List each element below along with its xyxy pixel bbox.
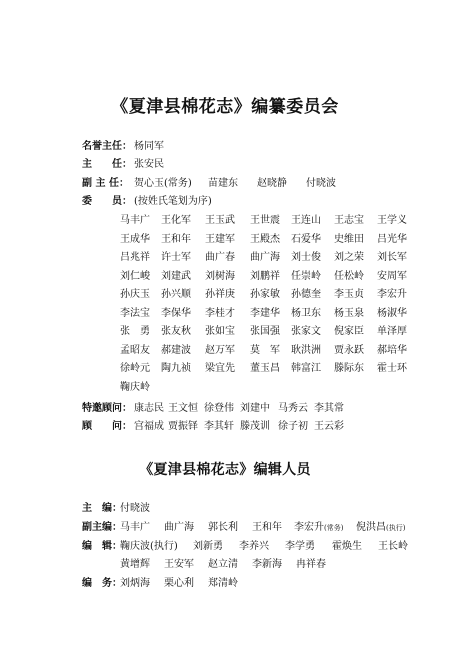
member-name: 莫 军 <box>250 344 280 356</box>
member-name: 单泽厚 <box>377 326 407 337</box>
deputy-editor-name: 王和年 <box>252 522 282 533</box>
editor-name: 黄增辉 <box>120 559 150 570</box>
chief-editor-name: 付晓波 <box>120 503 150 514</box>
member-name: 陶九祯 <box>161 363 191 374</box>
member-name: 石爱华 <box>291 233 321 245</box>
member-name: 王化军 <box>161 215 191 226</box>
consultant-name: 贾振铎 <box>168 421 198 432</box>
affairs-name: 栗心利 <box>164 578 194 589</box>
honorary-director-name: 杨同军 <box>134 141 164 152</box>
deputy-editor-name: 曲广海 <box>164 522 194 533</box>
member-name: 王学义 <box>377 215 407 226</box>
member-name: 李桂才 <box>205 307 235 319</box>
editor-name: 鞠庆波(执行) <box>120 541 178 552</box>
member-name: 滕际东 <box>334 363 364 374</box>
member-name: 王玉武 <box>205 215 235 226</box>
deputy-editor-name-text: 倪洪昌 <box>356 522 386 533</box>
deputy-director-name: 贺心玉(常务) <box>134 178 192 189</box>
member-name: 李保华 <box>161 307 191 319</box>
member-name: 耿洪洲 <box>291 344 321 356</box>
editor-name: 李学勇 <box>285 541 315 552</box>
member-name: 张家文 <box>291 326 321 337</box>
member-name: 贾永跃 <box>334 344 364 356</box>
editors-title: 《夏津县棉花志》编辑人员 <box>139 462 311 478</box>
editor-name: 赵立清 <box>208 559 238 570</box>
member-name: 王世震 <box>250 215 280 226</box>
deputy-director-name: 付晓波 <box>306 178 336 189</box>
affairs-name: 刘炳海 <box>120 578 150 589</box>
member-name: 史维田 <box>334 233 364 245</box>
deputy-editor-name: 郭长利 <box>208 522 238 533</box>
member-name: 张友秋 <box>161 326 191 337</box>
advisor-name: 马秀云 <box>278 403 308 414</box>
member-name: 张如宝 <box>205 326 235 337</box>
deputy-editors-label: 副主编： <box>82 522 122 533</box>
deputy-editor-note: (执行) <box>386 524 406 532</box>
member-name: 韩富江 <box>291 363 321 374</box>
member-name: 王成华 <box>120 233 150 245</box>
member-name: 刘鹏祥 <box>250 270 280 282</box>
editor-name: 霍焕生 <box>332 541 362 552</box>
member-name: 王和年 <box>161 233 191 245</box>
member-name: 王殿杰 <box>250 233 280 245</box>
member-name: 李宏升 <box>377 289 407 300</box>
consultant-name: 滕茂训 <box>240 421 270 432</box>
advisor-name: 王文恒 <box>168 403 198 414</box>
member-name: 任松岭 <box>334 270 364 282</box>
member-name: 董玉昌 <box>250 363 280 374</box>
deputy-director-label: 副 主 任： <box>82 178 129 189</box>
member-name: 杨玉泉 <box>334 307 364 319</box>
director-name: 张安民 <box>134 159 164 170</box>
member-name: 赵万军 <box>205 344 235 356</box>
member-name: 孙祥庚 <box>205 289 235 300</box>
deputy-editor-name: 马丰广 <box>120 522 150 533</box>
invited-advisors-label: 特邀顾问： <box>82 403 132 414</box>
member-name: 李建华 <box>250 307 280 319</box>
member-name: 霍士环 <box>377 363 407 374</box>
member-name: 孙兴顺 <box>161 289 191 300</box>
member-name: 郝建波 <box>161 344 191 356</box>
editor-name: 王安军 <box>164 559 194 570</box>
member-name: 郝培华 <box>377 344 407 356</box>
member-name: 徐岭元 <box>120 363 150 374</box>
member-name: 刘士俊 <box>291 252 321 263</box>
deputy-editor-note: (常务) <box>324 524 344 532</box>
editor-name: 冉祥春 <box>296 559 326 570</box>
member-name: 张 勇 <box>120 326 150 337</box>
member-name: 任崇岭 <box>291 270 321 282</box>
consultant-name: 徐子初 <box>278 421 308 432</box>
member-name: 梁宜先 <box>205 363 235 374</box>
consultants-label: 顾 问： <box>82 421 132 432</box>
editor-name: 李新海 <box>252 559 282 570</box>
honorary-director-label: 名誉主任： <box>82 141 132 152</box>
consultant-name: 王云彩 <box>314 421 344 432</box>
affairs-name: 郑清岭 <box>208 578 238 589</box>
member-name: 王志宝 <box>334 215 364 226</box>
member-name: 王建军 <box>205 233 235 245</box>
member-name: 孙德奎 <box>291 289 321 300</box>
deputy-director-name: 赵晓静 <box>257 178 287 189</box>
member-name: 安周军 <box>377 270 407 282</box>
member-name: 吕光华 <box>377 233 407 245</box>
consultant-name: 宫福成 <box>134 421 164 432</box>
member-name: 孟昭友 <box>120 344 150 356</box>
advisor-name: 李其常 <box>314 403 344 414</box>
committee-title: 《夏津县棉花志》编纂委员会 <box>111 97 339 117</box>
member-name: 刘树海 <box>205 270 235 282</box>
member-name: 曲广春 <box>205 252 235 263</box>
member-name: 王连山 <box>291 215 321 226</box>
editor-name: 王长岭 <box>378 541 408 552</box>
advisor-name: 康志民 <box>134 403 164 414</box>
member-name: 曲广海 <box>250 252 280 263</box>
member-name: 马丰广 <box>120 215 150 226</box>
member-name: 刘长军 <box>377 252 407 263</box>
deputy-editor-name <box>294 521 343 535</box>
member-name: 倪家臣 <box>334 326 364 337</box>
member-name: 刘之荣 <box>334 252 364 263</box>
editor-name: 刘新勇 <box>193 541 223 552</box>
member-name: 张国强 <box>250 326 280 337</box>
members-label: 委 员： <box>82 196 132 207</box>
member-name: 杨卫东 <box>291 307 321 319</box>
editors-label: 编 辑： <box>82 541 122 552</box>
member-name: 孙家敏 <box>250 289 280 300</box>
member-name: 鞠庆岭 <box>120 381 150 393</box>
member-name: 刘建武 <box>161 270 191 282</box>
deputy-director-name: 苗建东 <box>208 178 238 189</box>
advisor-name: 徐登伟 <box>204 403 234 414</box>
director-label: 主 任： <box>82 159 132 170</box>
deputy-editor-name <box>356 521 405 535</box>
member-name: 刘仁峻 <box>120 270 150 282</box>
member-name: 许士军 <box>161 252 191 263</box>
advisor-name: 刘建中 <box>240 403 270 414</box>
member-name: 杨淑华 <box>377 307 407 319</box>
editor-name: 李养兴 <box>239 541 269 552</box>
consultant-name: 李其轩 <box>204 421 234 432</box>
member-name: 孙庆玉 <box>120 289 150 300</box>
deputy-editor-name-text: 李宏升 <box>294 522 324 533</box>
editorial-affairs-label: 编 务： <box>82 578 122 589</box>
member-name: 李玉贞 <box>334 289 364 300</box>
chief-editor-label: 主 编： <box>82 503 122 514</box>
member-name: 吕兆祥 <box>120 252 150 263</box>
member-name: 李法宝 <box>120 307 150 319</box>
members-note: (按姓氏笔划为序) <box>134 196 212 207</box>
